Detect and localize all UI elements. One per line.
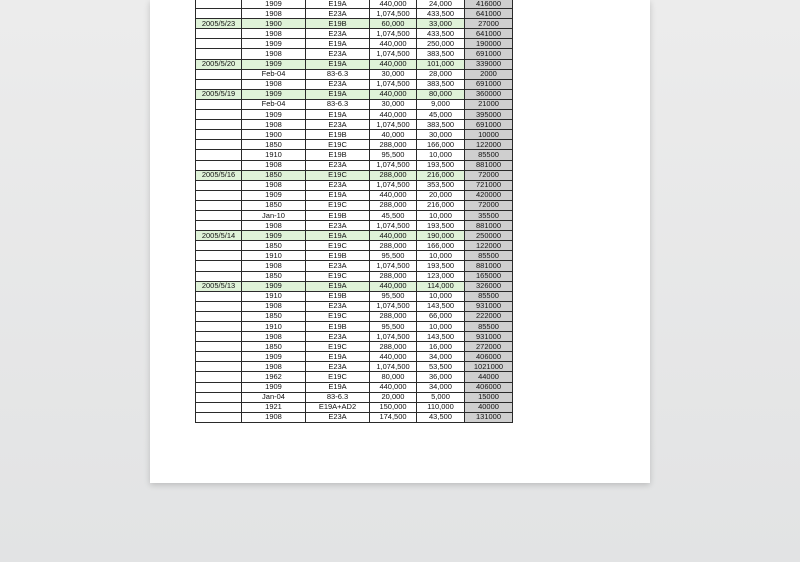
code-cell: 1910 — [242, 291, 306, 301]
amount-b-cell: 143,500 — [417, 332, 465, 342]
date-cell — [196, 291, 242, 301]
model-cell: E19C — [306, 241, 370, 251]
date-cell — [196, 412, 242, 422]
model-cell: E19A — [306, 110, 370, 120]
amount-a-cell: 1,074,500 — [370, 160, 417, 170]
code-cell: 1910 — [242, 322, 306, 332]
total-cell: 881000 — [465, 221, 513, 231]
model-cell: E19C — [306, 200, 370, 210]
code-cell: 1908 — [242, 332, 306, 342]
amount-a-cell: 80,000 — [370, 372, 417, 382]
code-cell: 1908 — [242, 160, 306, 170]
code-cell: 1908 — [242, 180, 306, 190]
amount-b-cell: 36,000 — [417, 372, 465, 382]
model-cell: E19A — [306, 89, 370, 99]
amount-b-cell: 101,000 — [417, 59, 465, 69]
amount-b-cell: 383,500 — [417, 120, 465, 130]
date-cell — [196, 140, 242, 150]
model-cell: E23A — [306, 79, 370, 89]
date-cell — [196, 271, 242, 281]
total-cell: 27000 — [465, 19, 513, 29]
total-cell: 691000 — [465, 120, 513, 130]
model-cell: E19C — [306, 140, 370, 150]
amount-b-cell: 250,000 — [417, 39, 465, 49]
code-cell: 1908 — [242, 412, 306, 422]
model-cell: E23A — [306, 221, 370, 231]
model-cell: E19B — [306, 210, 370, 220]
total-cell: 931000 — [465, 301, 513, 311]
table-row — [196, 120, 513, 130]
table-row — [196, 332, 513, 342]
code-cell: 1909 — [242, 0, 306, 9]
model-cell: E19B — [306, 130, 370, 140]
amount-a-cell: 1,074,500 — [370, 29, 417, 39]
code-cell: 1850 — [242, 170, 306, 180]
total-cell: 641000 — [465, 9, 513, 19]
total-cell: 122000 — [465, 241, 513, 251]
amount-b-cell: 433,500 — [417, 9, 465, 19]
table-row — [196, 9, 513, 19]
table-row — [196, 221, 513, 231]
table-row — [196, 190, 513, 200]
date-cell — [196, 332, 242, 342]
model-cell: E19A — [306, 382, 370, 392]
amount-a-cell: 95,500 — [370, 291, 417, 301]
amount-b-cell: 28,000 — [417, 69, 465, 79]
date-cell — [196, 180, 242, 190]
model-cell: E23A — [306, 332, 370, 342]
total-cell: 339000 — [465, 59, 513, 69]
code-cell: 1962 — [242, 372, 306, 382]
code-cell: Feb-04 — [242, 99, 306, 109]
data-table — [195, 0, 513, 423]
amount-b-cell: 10,000 — [417, 251, 465, 261]
date-cell — [196, 160, 242, 170]
table-row — [196, 89, 513, 99]
table-row — [196, 412, 513, 422]
total-cell: 85500 — [465, 322, 513, 332]
date-cell — [196, 301, 242, 311]
code-cell: 1908 — [242, 79, 306, 89]
total-cell: 21000 — [465, 99, 513, 109]
amount-a-cell: 95,500 — [370, 322, 417, 332]
amount-a-cell: 1,074,500 — [370, 9, 417, 19]
date-cell: 2005/5/13 — [196, 281, 242, 291]
total-cell: 72000 — [465, 200, 513, 210]
code-cell: 1909 — [242, 89, 306, 99]
table-row — [196, 130, 513, 140]
amount-a-cell: 20,000 — [370, 392, 417, 402]
table-row — [196, 69, 513, 79]
table-row — [196, 59, 513, 69]
code-cell: 1850 — [242, 342, 306, 352]
table-row — [196, 110, 513, 120]
date-cell — [196, 110, 242, 120]
code-cell: 1909 — [242, 110, 306, 120]
model-cell: E19C — [306, 342, 370, 352]
table-row — [196, 49, 513, 59]
model-cell: 83-6.3 — [306, 99, 370, 109]
table-row — [196, 281, 513, 291]
amount-a-cell: 40,000 — [370, 130, 417, 140]
code-cell: 1909 — [242, 231, 306, 241]
amount-b-cell: 53,500 — [417, 362, 465, 372]
total-cell: 1021000 — [465, 362, 513, 372]
code-cell: 1908 — [242, 261, 306, 271]
date-cell — [196, 221, 242, 231]
model-cell: E23A — [306, 261, 370, 271]
amount-a-cell: 45,500 — [370, 210, 417, 220]
table-row — [196, 99, 513, 109]
model-cell: E19A — [306, 281, 370, 291]
date-cell — [196, 150, 242, 160]
table-row — [196, 362, 513, 372]
total-cell: 35500 — [465, 210, 513, 220]
amount-b-cell: 30,000 — [417, 130, 465, 140]
table-row — [196, 382, 513, 392]
date-cell — [196, 69, 242, 79]
total-cell: 44000 — [465, 372, 513, 382]
amount-a-cell: 440,000 — [370, 281, 417, 291]
amount-a-cell: 30,000 — [370, 99, 417, 109]
date-cell — [196, 29, 242, 39]
amount-a-cell: 174,500 — [370, 412, 417, 422]
date-cell — [196, 49, 242, 59]
amount-a-cell: 440,000 — [370, 231, 417, 241]
amount-b-cell: 110,000 — [417, 402, 465, 412]
total-cell: 395000 — [465, 110, 513, 120]
amount-b-cell: 10,000 — [417, 322, 465, 332]
amount-a-cell: 95,500 — [370, 150, 417, 160]
model-cell: E19B — [306, 150, 370, 160]
code-cell: 1850 — [242, 200, 306, 210]
table-row — [196, 311, 513, 321]
model-cell: E23A — [306, 362, 370, 372]
total-cell: 326000 — [465, 281, 513, 291]
total-cell: 40000 — [465, 402, 513, 412]
amount-b-cell: 24,000 — [417, 0, 465, 9]
amount-a-cell: 288,000 — [370, 311, 417, 321]
table-row — [196, 392, 513, 402]
code-cell: 1910 — [242, 251, 306, 261]
amount-b-cell: 10,000 — [417, 210, 465, 220]
total-cell: 406000 — [465, 352, 513, 362]
code-cell: 1850 — [242, 311, 306, 321]
amount-a-cell: 1,074,500 — [370, 362, 417, 372]
code-cell: 1909 — [242, 382, 306, 392]
model-cell: E23A — [306, 49, 370, 59]
date-cell — [196, 372, 242, 382]
total-cell: 85500 — [465, 251, 513, 261]
model-cell: E19B — [306, 251, 370, 261]
code-cell: 1909 — [242, 59, 306, 69]
code-cell: 1900 — [242, 19, 306, 29]
date-cell — [196, 130, 242, 140]
table-row — [196, 150, 513, 160]
date-cell — [196, 0, 242, 9]
date-cell — [196, 190, 242, 200]
total-cell: 131000 — [465, 412, 513, 422]
amount-a-cell: 288,000 — [370, 342, 417, 352]
date-cell — [196, 352, 242, 362]
table-row — [196, 160, 513, 170]
table-row — [196, 231, 513, 241]
amount-b-cell: 383,500 — [417, 49, 465, 59]
date-cell — [196, 392, 242, 402]
table-row — [196, 251, 513, 261]
model-cell: E19A — [306, 59, 370, 69]
amount-b-cell: 383,500 — [417, 79, 465, 89]
model-cell: E19A — [306, 190, 370, 200]
amount-a-cell: 440,000 — [370, 89, 417, 99]
table-row — [196, 342, 513, 352]
date-cell — [196, 402, 242, 412]
code-cell: 1908 — [242, 49, 306, 59]
model-cell: E19A — [306, 0, 370, 9]
amount-a-cell: 60,000 — [370, 19, 417, 29]
date-cell — [196, 362, 242, 372]
amount-b-cell: 80,000 — [417, 89, 465, 99]
total-cell: 165000 — [465, 271, 513, 281]
amount-b-cell: 66,000 — [417, 311, 465, 321]
model-cell: E23A — [306, 180, 370, 190]
amount-a-cell: 150,000 — [370, 402, 417, 412]
total-cell: 420000 — [465, 190, 513, 200]
amount-b-cell: 216,000 — [417, 170, 465, 180]
code-cell: 1908 — [242, 29, 306, 39]
code-cell: Jan-10 — [242, 210, 306, 220]
amount-b-cell: 34,000 — [417, 352, 465, 362]
amount-a-cell: 30,000 — [370, 69, 417, 79]
amount-a-cell: 1,074,500 — [370, 301, 417, 311]
total-cell: 691000 — [465, 49, 513, 59]
table-row — [196, 180, 513, 190]
code-cell: 1921 — [242, 402, 306, 412]
date-cell: 2005/5/20 — [196, 59, 242, 69]
code-cell: Jan-04 — [242, 392, 306, 402]
total-cell: 881000 — [465, 261, 513, 271]
table-row — [196, 200, 513, 210]
total-cell: 222000 — [465, 311, 513, 321]
amount-a-cell: 440,000 — [370, 382, 417, 392]
amount-a-cell: 1,074,500 — [370, 332, 417, 342]
amount-b-cell: 193,500 — [417, 261, 465, 271]
model-cell: E19B — [306, 19, 370, 29]
model-cell: E19C — [306, 311, 370, 321]
code-cell: 1908 — [242, 221, 306, 231]
total-cell: 85500 — [465, 291, 513, 301]
amount-b-cell: 5,000 — [417, 392, 465, 402]
date-cell — [196, 79, 242, 89]
amount-a-cell: 288,000 — [370, 241, 417, 251]
code-cell: 1909 — [242, 190, 306, 200]
date-cell — [196, 120, 242, 130]
model-cell: E19A+AD2 — [306, 402, 370, 412]
code-cell: 1850 — [242, 271, 306, 281]
code-cell: 1908 — [242, 9, 306, 19]
amount-b-cell: 166,000 — [417, 241, 465, 251]
model-cell: E19B — [306, 322, 370, 332]
code-cell: 1900 — [242, 130, 306, 140]
amount-b-cell: 433,500 — [417, 29, 465, 39]
total-cell: 691000 — [465, 79, 513, 89]
date-cell — [196, 382, 242, 392]
table-row — [196, 301, 513, 311]
amount-a-cell: 1,074,500 — [370, 221, 417, 231]
table-row — [196, 210, 513, 220]
code-cell: 1909 — [242, 39, 306, 49]
amount-b-cell: 9,000 — [417, 99, 465, 109]
model-cell: 83-6.3 — [306, 392, 370, 402]
document-page — [150, 0, 650, 483]
amount-b-cell: 16,000 — [417, 342, 465, 352]
date-cell — [196, 342, 242, 352]
total-cell: 881000 — [465, 160, 513, 170]
table-row — [196, 170, 513, 180]
model-cell: E19C — [306, 170, 370, 180]
table-row — [196, 19, 513, 29]
code-cell: 1850 — [242, 241, 306, 251]
code-cell: 1908 — [242, 301, 306, 311]
code-cell: Feb-04 — [242, 69, 306, 79]
model-cell: E19A — [306, 39, 370, 49]
amount-b-cell: 33,000 — [417, 19, 465, 29]
date-cell: 2005/5/19 — [196, 89, 242, 99]
table-row — [196, 39, 513, 49]
amount-a-cell: 95,500 — [370, 251, 417, 261]
amount-a-cell: 440,000 — [370, 0, 417, 9]
date-cell — [196, 251, 242, 261]
total-cell: 931000 — [465, 332, 513, 342]
total-cell: 2000 — [465, 69, 513, 79]
total-cell: 416000 — [465, 0, 513, 9]
amount-a-cell: 440,000 — [370, 190, 417, 200]
total-cell: 10000 — [465, 130, 513, 140]
code-cell: 1909 — [242, 352, 306, 362]
model-cell: E23A — [306, 412, 370, 422]
model-cell: E23A — [306, 29, 370, 39]
total-cell: 360000 — [465, 89, 513, 99]
amount-a-cell: 440,000 — [370, 110, 417, 120]
amount-a-cell: 440,000 — [370, 39, 417, 49]
amount-a-cell: 1,074,500 — [370, 261, 417, 271]
table-row — [196, 241, 513, 251]
model-cell: E23A — [306, 9, 370, 19]
table-row — [196, 402, 513, 412]
amount-b-cell: 216,000 — [417, 200, 465, 210]
amount-b-cell: 10,000 — [417, 291, 465, 301]
table-row — [196, 322, 513, 332]
amount-a-cell: 288,000 — [370, 140, 417, 150]
date-cell — [196, 241, 242, 251]
table-row — [196, 261, 513, 271]
table-body — [196, 0, 513, 422]
model-cell: E23A — [306, 120, 370, 130]
code-cell: 1850 — [242, 140, 306, 150]
amount-b-cell: 10,000 — [417, 150, 465, 160]
code-cell: 1908 — [242, 120, 306, 130]
table-row — [196, 271, 513, 281]
amount-a-cell: 288,000 — [370, 200, 417, 210]
amount-b-cell: 193,500 — [417, 221, 465, 231]
date-cell — [196, 39, 242, 49]
date-cell — [196, 311, 242, 321]
code-cell: 1909 — [242, 281, 306, 291]
table-row — [196, 0, 513, 9]
amount-a-cell: 440,000 — [370, 352, 417, 362]
table-row — [196, 140, 513, 150]
date-cell: 2005/5/14 — [196, 231, 242, 241]
amount-b-cell: 20,000 — [417, 190, 465, 200]
model-cell: 83-6.3 — [306, 69, 370, 79]
amount-b-cell: 143,500 — [417, 301, 465, 311]
total-cell: 122000 — [465, 140, 513, 150]
date-cell: 2005/5/23 — [196, 19, 242, 29]
amount-b-cell: 114,000 — [417, 281, 465, 291]
total-cell: 641000 — [465, 29, 513, 39]
table-row — [196, 291, 513, 301]
date-cell — [196, 9, 242, 19]
total-cell: 272000 — [465, 342, 513, 352]
amount-a-cell: 1,074,500 — [370, 79, 417, 89]
amount-b-cell: 45,000 — [417, 110, 465, 120]
total-cell: 85500 — [465, 150, 513, 160]
model-cell: E19A — [306, 231, 370, 241]
total-cell: 721000 — [465, 180, 513, 190]
total-cell: 15000 — [465, 392, 513, 402]
amount-b-cell: 34,000 — [417, 382, 465, 392]
table-row — [196, 352, 513, 362]
date-cell — [196, 200, 242, 210]
model-cell: E23A — [306, 160, 370, 170]
amount-b-cell: 43,500 — [417, 412, 465, 422]
amount-a-cell: 440,000 — [370, 59, 417, 69]
amount-b-cell: 190,000 — [417, 231, 465, 241]
model-cell: E19C — [306, 271, 370, 281]
amount-a-cell: 1,074,500 — [370, 120, 417, 130]
table-row — [196, 79, 513, 89]
table-row — [196, 29, 513, 39]
amount-a-cell: 288,000 — [370, 170, 417, 180]
date-cell — [196, 322, 242, 332]
total-cell: 250000 — [465, 231, 513, 241]
total-cell: 72000 — [465, 170, 513, 180]
code-cell: 1910 — [242, 150, 306, 160]
amount-b-cell: 166,000 — [417, 140, 465, 150]
amount-b-cell: 193,500 — [417, 160, 465, 170]
date-cell — [196, 210, 242, 220]
date-cell: 2005/5/16 — [196, 170, 242, 180]
amount-b-cell: 353,500 — [417, 180, 465, 190]
amount-a-cell: 1,074,500 — [370, 49, 417, 59]
model-cell: E19C — [306, 372, 370, 382]
amount-b-cell: 123,000 — [417, 271, 465, 281]
date-cell — [196, 261, 242, 271]
model-cell: E19B — [306, 291, 370, 301]
model-cell: E23A — [306, 301, 370, 311]
total-cell: 406000 — [465, 382, 513, 392]
table-row — [196, 372, 513, 382]
model-cell: E19A — [306, 352, 370, 362]
code-cell: 1908 — [242, 362, 306, 372]
amount-a-cell: 288,000 — [370, 271, 417, 281]
amount-a-cell: 1,074,500 — [370, 180, 417, 190]
total-cell: 190000 — [465, 39, 513, 49]
date-cell — [196, 99, 242, 109]
